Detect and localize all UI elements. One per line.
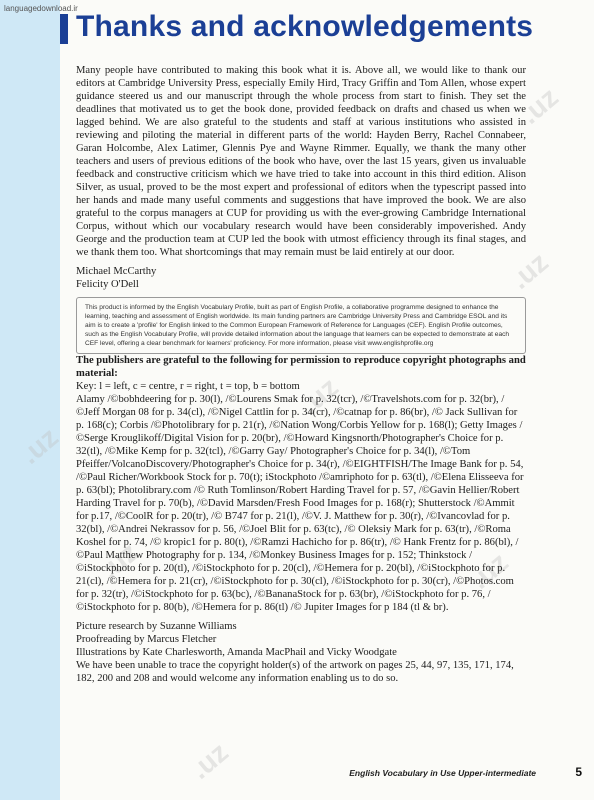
page-footer: [60, 765, 594, 787]
page-title: Thanks and acknowledgements: [76, 10, 534, 43]
watermark: .uz: [14, 421, 64, 470]
production-line: Proofreading by Marcus Fletcher: [76, 634, 217, 645]
photo-key: Key: l = left, c = centre, r = right, t = top, b = bottom: [76, 381, 300, 392]
signatory: Felicity O'Dell: [76, 279, 139, 290]
production-line: We have been unable to trace the copyright holder(s) of the artwork on pages 25, 44, 97, 135, 171, 174, 182, 200 and 208 and would welcome any information enabling us to do so.: [76, 660, 514, 684]
title-marker: [60, 14, 68, 44]
watermark: .uz: [294, 371, 344, 420]
watermark: .uz: [504, 246, 554, 295]
acknowledgement-paragraph: Many people have contributed to making this book what it is. Above all, we would like to thank our editors at Cambridge University Press, especially Emily Hird, Tracy Griffin and Tom Allen, whose expert guidance steered us and our manuscript through the whole process from start to finish. They set the deadlines that motivated us to get the book done, provided feedback on drafts and chased us when we lagged behind. We are also grateful to the students and staff at various institutions who assisted in reviewing and piloting the material in different parts of the world: Hayden Berry, Rachel Connabeer, Garan Holcombe, Alex Latimer, Glennis Pye and Wayne Rimmer. Equally, we thank the many other teachers and users of previous editions of the book who have, over the last 15 years, given us invaluable feedback and constructive criticism which we have tried to take into account in this third edition. Alison Silver, as usual, proved to be the most expert and professional of editors when the typescript passed into her hands and made many useful comments and suggestions that have improved the book. We are also grateful to the corpus managers at CUP for providing us with the ever-growing Cambridge International Corpus, without which our vocabulary research would have been considerably impoverished. Andy George and the production team at CUP led the book with utmost efficiency through its final stages, and we thank them too. What shortcomings that may remain must be laid entirely at our door.: [76, 65, 526, 258]
content-area: [76, 64, 526, 685]
left-color-bar: [0, 0, 60, 800]
production-line: Illustrations by Kate Charlesworth, Amanda MacPhail and Vicky Woodgate: [76, 647, 397, 658]
source-tag: languagedownload.ir: [4, 4, 78, 13]
signatory: Michael McCarthy: [76, 266, 157, 277]
english-profile-box: This product is informed by the English Vocabulary Profile, built as part of English Profile, a collaborative programme designed to enhance the learning, teaching and assessment of English worldwide. Its main funding partners are Cambridge University Press and Cambridge ESOL and its aim is to create a 'profile' for English linked to the Common European Framework of Reference for Languages (CEF). English Profile outcomes, such as the English Vocabulary Profile, will provide detailed information about the language that learners can be expected to demonstrate at each CEF level, offering a clear benchmark for learners' proficiency. For more information, please visit www.englishprofile.org: [76, 297, 526, 354]
production-credits: [76, 620, 526, 685]
watermark: .uz: [184, 736, 234, 785]
watermark: .uz: [514, 81, 564, 130]
footer-book-title: English Vocabulary in Use Upper-intermediate: [349, 768, 536, 778]
watermark: .uz: [464, 546, 514, 595]
watermark: .uz: [94, 536, 144, 585]
production-line: Picture research by Suzanne Williams: [76, 621, 237, 632]
photo-credits: Alamy /©bobhdeering for p. 30(l), /©Lourens Smak for p. 32(tcr), /©Travelshots.com for p. 32(br), /©Jeff Morgan 08 for p. 34(cl), /©Nigel Cattlin for p. 34(cr), /©catnap for p. 86(br), /© Jack Sullivan for p. 168(c); Corbis /©Photolibrary for p. 21(r), /©Nation Wong/Corbis Yellow for p. 168(l); Getty Images /©Serge Krouglikoff/Digital Vision for p. 20(br), /©Howard Kingsnorth/Photographer's Choice for p. 32(tl), /©Mike Kemp for p. 32(tcl), /©Garry Gay/ Photographer's Choice for p. 34(l), /©Tom Pfeiffer/VolcanoDiscovery/Photographer's Choice for p. 34(r), /©EIGHTFISH/The Image Bank for p. 54, /©Paul Richer/Workbook Stock for p. 70(t); iStockphoto /©amriphoto for p. 63(tl), /©Elena Elisseeva for p. 63(bl); Photolibrary.com /© Ruth Tomlinson/Robert Harding Travel for p. 57, /©Gavin Hellier/Robert Harding Travel for p. 70(b), /©David Marsden/Fresh Food Images for p. 168(r); Shutterstock /©Ammit for p.17, /©CoolR for p. 20(tr), /© B747 for p. 21(l), /©V. J. Matthew for p. 30(r), /©Ivancovlad for p. 32(bl), /©Andrei Nekrassov for p. 56, /©Joel Blit for p. 63(tc), /© Oleksiy Mark for p. 63(tr), /©Roma Koshel for p. 74, /© kropic1 for p. 80(t), /©Ramzi Hachicho for p. 86(tr), /© Hank Frentz for p. 86(bl), /©Paul Matthew Photography for p. 134, /©Monkey Business Images for p. 152; Thinkstock /©iStockphoto for p. 20(tl), /©iStockphoto for p. 20(cl), /©Hemera for p. 20(bl), /©iStockphoto for p. 21(cl), /©Hemera for p. 21(cr), /©iStockphoto for p. 30(cl), /©iStockphoto for p. 30(cr), /©Photos.com for p. 32(tr), /©iStockphoto for p. 63(bc), /©BananaStock for p. 63(br), /©iStockphoto for p. 76, /©iStockphoto for p. 80(b), /©Hemera for p. 86(tl) /© Jupiter Images for p 184 (tl & br).: [76, 394, 524, 613]
page-number: 5: [575, 765, 582, 779]
permissions-heading: The publishers are grateful to the following for permission to reproduce copyright photographs and material:: [76, 355, 526, 379]
signatories: [76, 265, 526, 291]
